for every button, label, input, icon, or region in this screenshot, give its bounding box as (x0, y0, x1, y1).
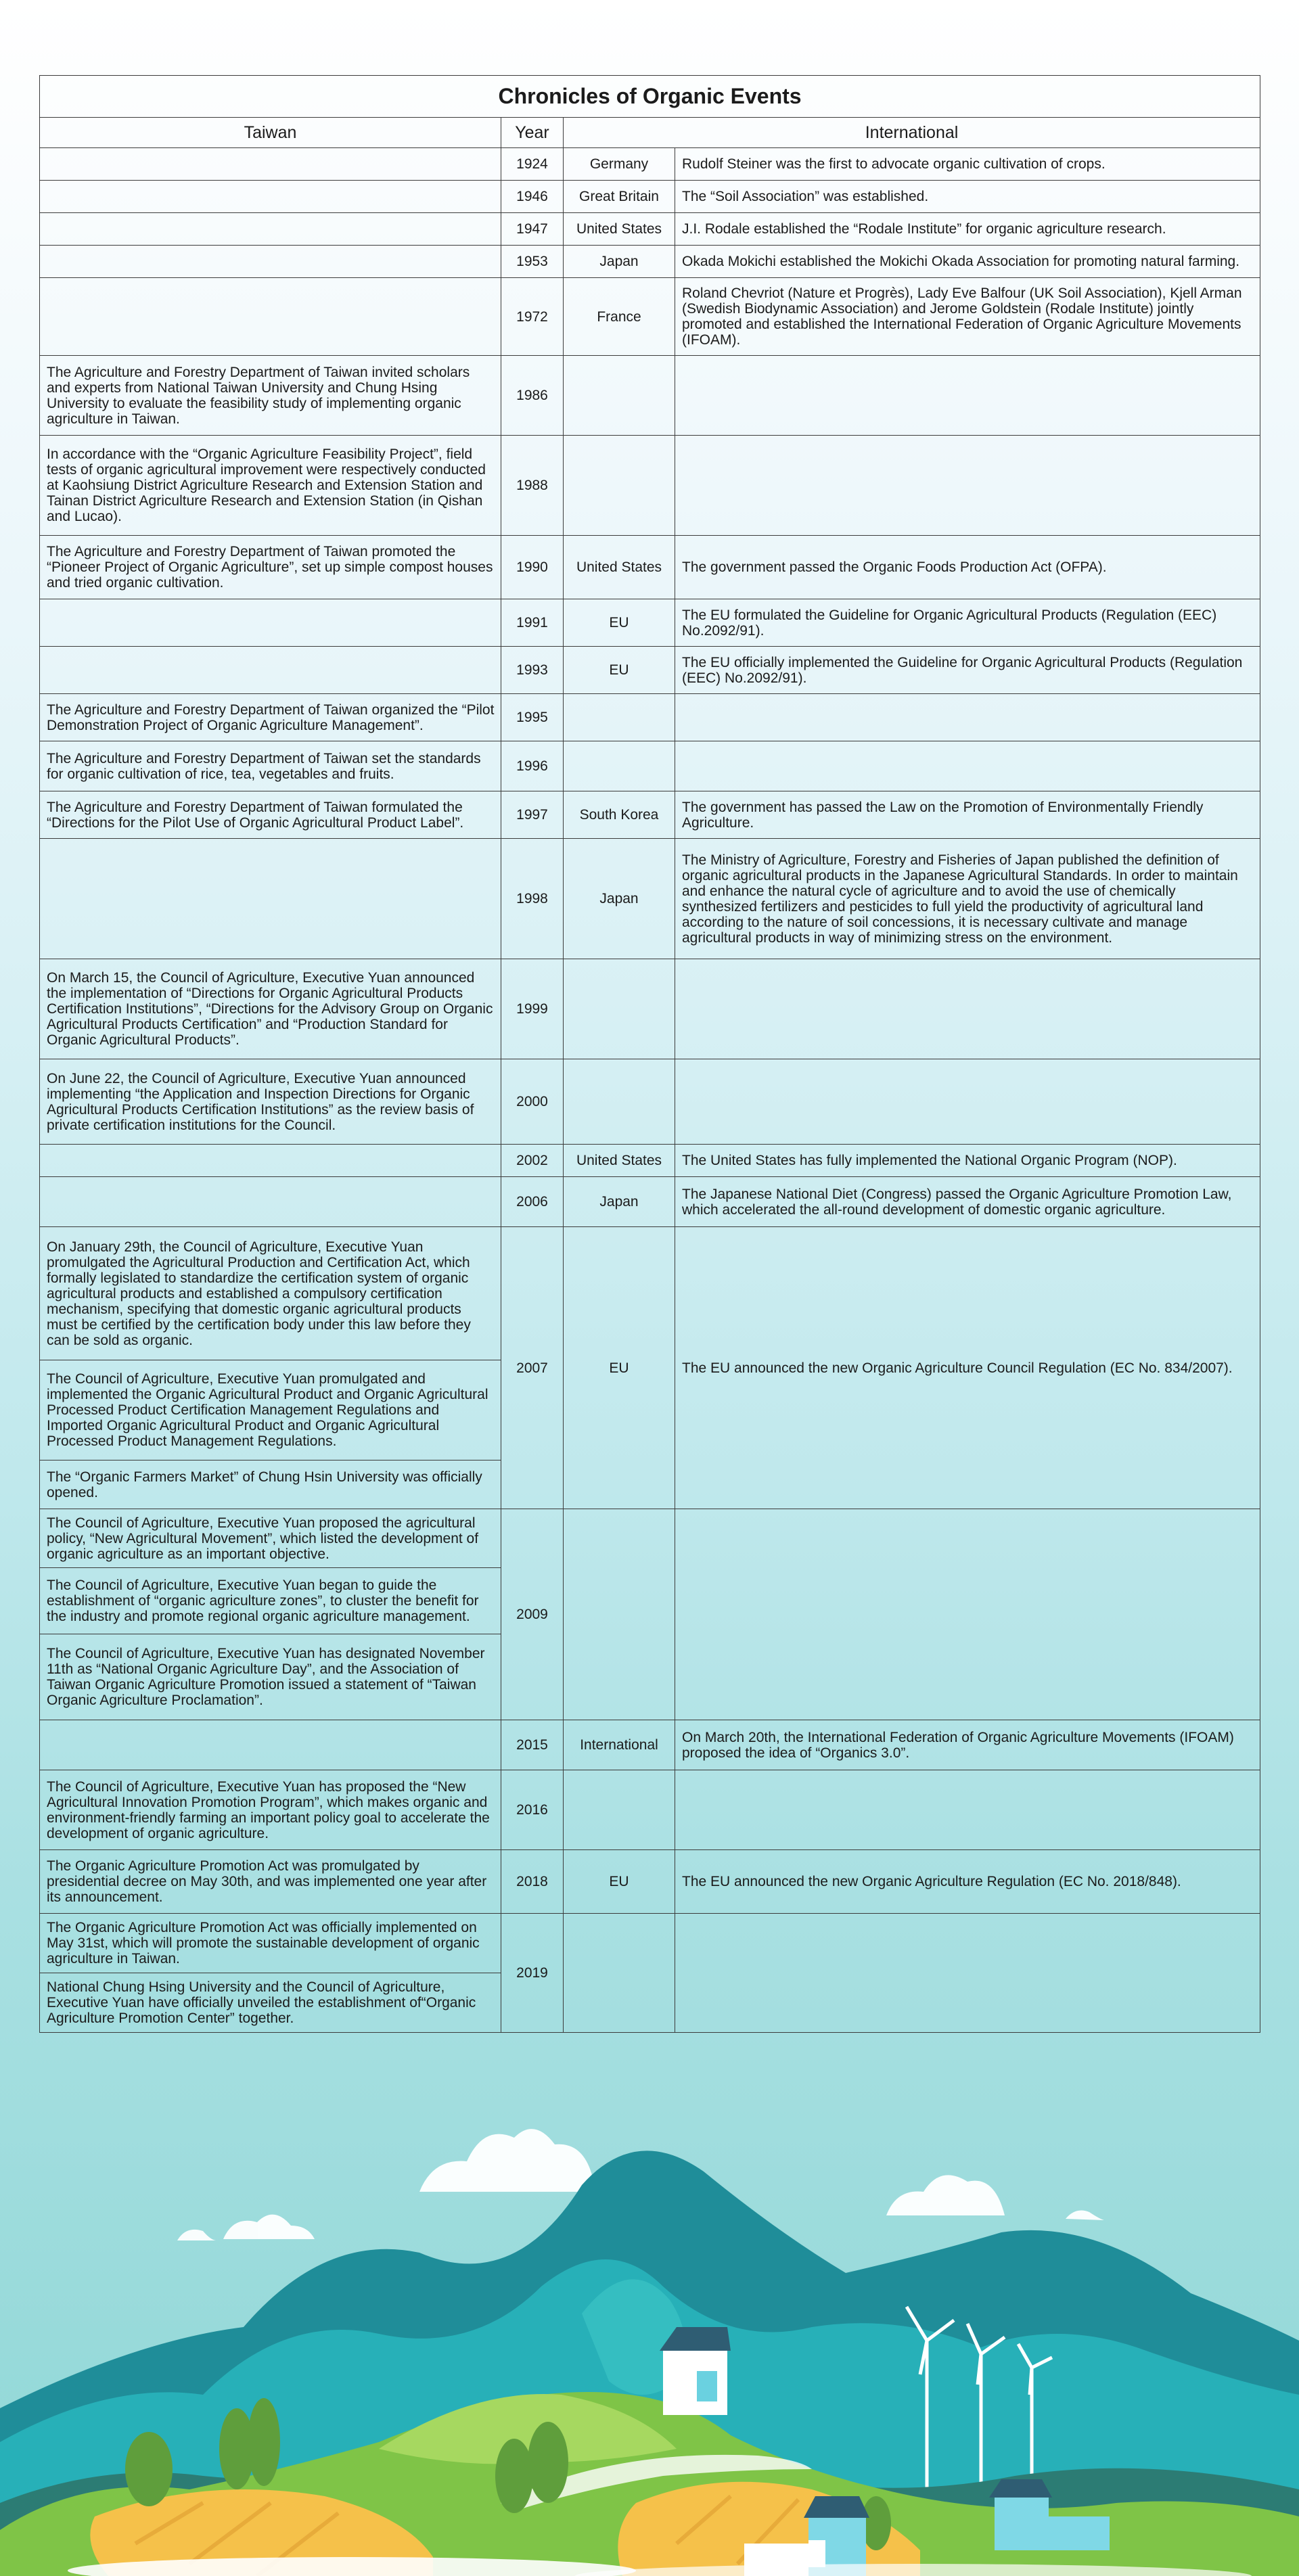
year-cell: 2009 (501, 1509, 564, 1720)
taiwan-event-cell: The Agriculture and Forestry Department of Taiwan invited scholars and experts from National Taiwan University and Chung Hsing University to evaluate the feasibility study of implementing organic agriculture in Taiwan. (40, 356, 501, 436)
taiwan-event-cell: The Agriculture and Forestry Department of Taiwan set the standards for organic cultivation of rice, tea, vegetables and fruits. (40, 741, 501, 791)
table-row (40, 1059, 1260, 1145)
table-row (40, 1850, 1260, 1914)
international-event-cell (675, 741, 1260, 791)
taiwan-event-cell (40, 647, 501, 694)
international-event-cell: The United States has fully implemented the National Organic Program (NOP). (675, 1145, 1260, 1177)
taiwan-event-cell (40, 213, 501, 246)
table-row (40, 1145, 1260, 1177)
country-cell: Great Britain (564, 181, 675, 213)
international-event-cell (675, 694, 1260, 741)
year-cell: 2019 (501, 1914, 564, 2033)
table-row (40, 1227, 1260, 1360)
country-cell (564, 741, 675, 791)
international-event-cell: The government has passed the Law on the Promotion of Environmentally Friendly Agriculture. (675, 791, 1260, 839)
taiwan-event-cell: The Council of Agriculture, Executive Yuan has proposed the “New Agricultural Innovation Promotion Program”, which makes organic and environment-friendly farming an important policy goal to accelerate the development of organic agriculture. (40, 1770, 501, 1850)
year-cell: 2002 (501, 1145, 564, 1177)
year-cell: 1953 (501, 246, 564, 278)
table-row (40, 181, 1260, 213)
country-cell: United States (564, 1145, 675, 1177)
organic-events-table (39, 75, 1260, 2033)
year-cell: 1972 (501, 278, 564, 356)
country-cell: United States (564, 213, 675, 246)
country-cell (564, 959, 675, 1059)
taiwan-event-cell: The Agriculture and Forestry Department of Taiwan organized the “Pilot Demonstration Project of Organic Agriculture Management”. (40, 694, 501, 741)
country-cell: EU (564, 1227, 675, 1509)
year-cell: 2007 (501, 1227, 564, 1509)
table-row (40, 791, 1260, 839)
country-cell: Germany (564, 148, 675, 181)
country-cell (564, 1059, 675, 1145)
international-event-cell: The government passed the Organic Foods Production Act (OFPA). (675, 536, 1260, 599)
table-row (40, 148, 1260, 181)
taiwan-event-cell: The Council of Agriculture, Executive Yuan has designated November 11th as “National Organic Agriculture Day”, and the Association of Taiwan Organic Agriculture Promotion issued a statement of “Taiwan Organic Agriculture Proclamation”. (40, 1634, 501, 1720)
taiwan-event-cell (40, 1145, 501, 1177)
year-cell: 2016 (501, 1770, 564, 1850)
country-cell: Japan (564, 1177, 675, 1227)
year-cell: 2006 (501, 1177, 564, 1227)
table-row (40, 213, 1260, 246)
year-cell: 2015 (501, 1720, 564, 1770)
country-cell: United States (564, 536, 675, 599)
year-cell: 1924 (501, 148, 564, 181)
international-event-cell: Roland Chevriot (Nature et Progrès), Lady Eve Balfour (UK Soil Association), Kjell Arman (Swedish Biodynamic Association) and Jerome Goldstein (Rodale Institute) jointly promoted and established the International Federation of Organic Agriculture Movements (IFOAM). (675, 278, 1260, 356)
taiwan-event-cell (40, 1720, 501, 1770)
taiwan-event-cell (40, 278, 501, 356)
taiwan-event-cell (40, 839, 501, 959)
taiwan-event-cell (40, 599, 501, 647)
table-title: Chronicles of Organic Events (40, 76, 1260, 118)
taiwan-event-cell: The “Organic Farmers Market” of Chung Hsin University was officially opened. (40, 1460, 501, 1509)
taiwan-event-cell: The Organic Agriculture Promotion Act was officially implemented on May 31st, which will promote the sustainable development of organic agriculture in Taiwan. (40, 1914, 501, 1973)
taiwan-event-cell (40, 246, 501, 278)
year-cell: 2000 (501, 1059, 564, 1145)
header-international: International (564, 118, 1260, 148)
year-cell: 1996 (501, 741, 564, 791)
country-cell: EU (564, 599, 675, 647)
country-cell (564, 1914, 675, 2033)
taiwan-event-cell: The Organic Agriculture Promotion Act was promulgated by presidential decree on May 30th, and was implemented one year after its announcement. (40, 1850, 501, 1914)
table-body (40, 148, 1260, 2033)
taiwan-event-cell: The Council of Agriculture, Executive Yuan proposed the agricultural policy, “New Agricultural Movement”, which listed the development of organic agriculture as an important objective. (40, 1509, 501, 1568)
year-cell: 2018 (501, 1850, 564, 1914)
table-row (40, 1770, 1260, 1850)
international-event-cell: The EU announced the new Organic Agriculture Regulation (EC No. 2018/848). (675, 1850, 1260, 1914)
year-cell: 1946 (501, 181, 564, 213)
table-row (40, 1720, 1260, 1770)
international-event-cell: The EU officially implemented the Guideline for Organic Agricultural Products (Regulation (EEC) No.2092/91). (675, 647, 1260, 694)
country-cell: EU (564, 1850, 675, 1914)
table-row (40, 1914, 1260, 1973)
international-event-cell (675, 436, 1260, 536)
table-row (40, 436, 1260, 536)
table-row (40, 647, 1260, 694)
international-event-cell: The “Soil Association” was established. (675, 181, 1260, 213)
table-row (40, 959, 1260, 1059)
international-event-cell: The Japanese National Diet (Congress) passed the Organic Agriculture Promotion Law, which accelerated the all-round development of domestic organic agriculture. (675, 1177, 1260, 1227)
year-cell: 1995 (501, 694, 564, 741)
international-event-cell (675, 356, 1260, 436)
year-cell: 1991 (501, 599, 564, 647)
table-row (40, 246, 1260, 278)
international-event-cell (675, 1509, 1260, 1720)
taiwan-event-cell (40, 181, 501, 213)
international-event-cell (675, 1770, 1260, 1850)
international-event-cell: J.I. Rodale established the “Rodale Institute” for organic agriculture research. (675, 213, 1260, 246)
taiwan-event-cell: The Agriculture and Forestry Department of Taiwan formulated the “Directions for the Pilot Use of Organic Agricultural Product Label”. (40, 791, 501, 839)
year-cell: 1988 (501, 436, 564, 536)
table-row (40, 1177, 1260, 1227)
year-cell: 1986 (501, 356, 564, 436)
international-event-cell (675, 1914, 1260, 2033)
table-row (40, 1509, 1260, 1568)
header-year: Year (501, 118, 564, 148)
year-cell: 1990 (501, 536, 564, 599)
landscape-illustration (0, 2029, 1299, 2576)
country-cell: International (564, 1720, 675, 1770)
country-cell (564, 1509, 675, 1720)
country-cell: France (564, 278, 675, 356)
international-event-cell (675, 1059, 1260, 1145)
taiwan-event-cell: On March 15, the Council of Agriculture, Executive Yuan announced the implementation of “Directions for Organic Agricultural Products Certification Institutions”, “Directions for the Advisory Group on Organic Agricultural Products Certification” and “Production Standard for Organic Agricultural Products”. (40, 959, 501, 1059)
table-row (40, 356, 1260, 436)
country-cell (564, 694, 675, 741)
international-event-cell: The Ministry of Agriculture, Forestry and Fisheries of Japan published the definition of organic agricultural products in the Japanese Agricultural Standards. In order to maintain and enhance the natural cycle of agriculture and to avoid the use of chemically synthesized fertilizers and pesticides to full yield the productivity of agricultural land according to the nature of soil concessions, it is necessary cultivate and manage agricultural products in way of minimizing stress on the environment. (675, 839, 1260, 959)
taiwan-event-cell: The Council of Agriculture, Executive Yuan promulgated and implemented the Organic Agricultural Product and Organic Agricultural Processed Product Certification Management Regulations and Imported Organic Agricultural Product and Organic Agricultural Processed Product Management Regulations. (40, 1360, 501, 1460)
international-event-cell: The EU announced the new Organic Agriculture Council Regulation (EC No. 834/2007). (675, 1227, 1260, 1509)
header-taiwan: Taiwan (40, 118, 501, 148)
country-cell: South Korea (564, 791, 675, 839)
year-cell: 1999 (501, 959, 564, 1059)
year-cell: 1993 (501, 647, 564, 694)
year-cell: 1997 (501, 791, 564, 839)
year-cell: 1998 (501, 839, 564, 959)
taiwan-event-cell: The Council of Agriculture, Executive Yuan began to guide the establishment of “organic agriculture zones”, to cluster the benefit for the industry and promote regional organic agriculture management. (40, 1568, 501, 1634)
international-event-cell: Rudolf Steiner was the first to advocate organic cultivation of crops. (675, 148, 1260, 181)
taiwan-event-cell: On June 22, the Council of Agriculture, Executive Yuan announced implementing “the Application and Inspection Directions for Organic Agricultural Products Certification Institutions” as the review basis of private certification institutions for the Council. (40, 1059, 501, 1145)
country-cell: EU (564, 647, 675, 694)
table-row (40, 536, 1260, 599)
international-event-cell: Okada Mokichi established the Mokichi Okada Association for promoting natural farming. (675, 246, 1260, 278)
international-event-cell: On March 20th, the International Federation of Organic Agriculture Movements (IFOAM) proposed the idea of “Organics 3.0”. (675, 1720, 1260, 1770)
table-row (40, 278, 1260, 356)
taiwan-event-cell: On January 29th, the Council of Agriculture, Executive Yuan promulgated the Agricultural Production and Certification Act, which formally legislated to standardize the certification system of organic agricultural products and established a compulsory certification mechanism, specifying that domestic organic agricultural products must be certified by the certification body under this law before they can be sold as organic. (40, 1227, 501, 1360)
taiwan-event-cell (40, 1177, 501, 1227)
country-cell (564, 436, 675, 536)
table-row (40, 694, 1260, 741)
country-cell: Japan (564, 839, 675, 959)
table-row (40, 741, 1260, 791)
international-event-cell (675, 959, 1260, 1059)
country-cell (564, 1770, 675, 1850)
table-row (40, 839, 1260, 959)
year-cell: 1947 (501, 213, 564, 246)
table-row (40, 599, 1260, 647)
taiwan-event-cell: The Agriculture and Forestry Department of Taiwan promoted the “Pioneer Project of Organic Agriculture”, set up simple compost houses and tried organic cultivation. (40, 536, 501, 599)
country-cell: Japan (564, 246, 675, 278)
country-cell (564, 356, 675, 436)
international-event-cell: The EU formulated the Guideline for Organic Agricultural Products (Regulation (EEC) No.2092/91). (675, 599, 1260, 647)
taiwan-event-cell: National Chung Hsing University and the Council of Agriculture, Executive Yuan have officially unveiled the establishment of“Organic Agriculture Promotion Center” together. (40, 1973, 501, 2033)
taiwan-event-cell (40, 148, 501, 181)
taiwan-event-cell: In accordance with the “Organic Agriculture Feasibility Project”, field tests of organic agricultural improvement were respectively conducted at Kaohsiung District Agriculture Research and Extension Station and Tainan District Agriculture Research and Extension Station (in Qishan and Lucao). (40, 436, 501, 536)
